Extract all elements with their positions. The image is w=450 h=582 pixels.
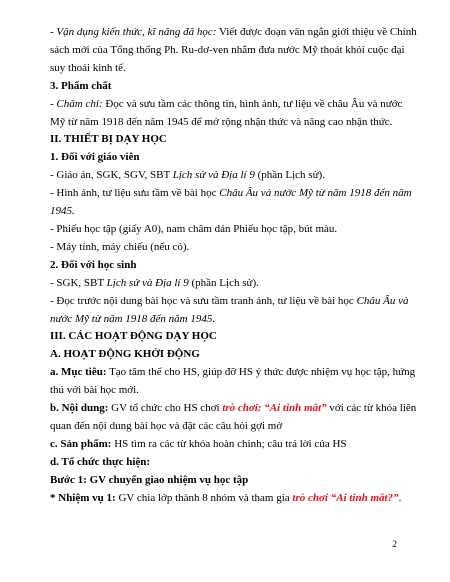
text-run: Mỹ từ năm 1918 đến năm 1945 để mở rộng nhận thức và nâng cao nhận thức. [50,115,393,128]
label-text: b. Nội dung: [50,402,109,415]
italic-text: 1945. [50,205,75,218]
text-line [50,454,410,472]
highlight-text: trò chơi: “Ai tinh mắt” [222,402,327,415]
text-line [50,167,410,185]
text-run: - Đọc trước nội dung bài học và sưu tầm tranh ảnh, tư liệu về bài học [50,294,357,307]
text-line [50,490,410,508]
text-run: quan đến nội dung bài học và đặt các câu hỏi gợi mở [50,419,283,432]
italic-text: Lịch sử và Địa lí 9 [172,169,255,182]
text-line [50,364,416,382]
text-line [50,275,410,293]
text-line [50,472,410,490]
heading-text: d. Tổ chức thực hiện: [50,455,151,468]
heading-text: 2. Đối với học sinh [50,258,137,271]
text-run: - Máy tính, máy chiếu (nếu có). [50,240,190,253]
text-line [50,346,410,364]
text-run: (phần Lịch sử). [188,276,259,289]
page-number: 2 [392,540,397,550]
label-text: c. Sản phẩm: [50,437,112,450]
text-line [50,96,410,114]
text-line [50,257,410,275]
text-run: - Hình ảnh, tư liệu sưu tầm về bài học [50,187,220,200]
text-line [50,60,410,78]
text-run: - SGK, SBT [50,276,107,289]
italic-text: Châu Âu và [356,294,409,307]
text-run: Đọc và sưu tầm các thông tin, hình ảnh, tư liệu về châu Âu và nước [102,97,403,110]
text-run: Viết được đoạn văn ngắn giới thiệu về Chính [216,26,417,38]
italic-text: Lịch sử và Địa lí 9 [106,276,189,289]
text-run: - Giáo án, SGK, SGV, SBT [50,169,173,182]
heading-text: 1. Đối với giáo viên [50,151,140,164]
highlight-text: trò chơi “Ai tinh mắt?” [292,491,399,504]
text-line [50,293,410,311]
text-run: GV tổ chức cho HS chơi [108,402,223,415]
text-run: HS tìm ra các từ khóa hoàn chỉnh; câu trả lời của HS [111,437,347,450]
text-run: thú với bài học mới. [50,384,139,397]
text-line [50,311,410,329]
text-line [50,328,410,346]
text-line [50,400,417,418]
text-line [50,149,410,167]
text-run: Tạo tâm thế cho HS, giúp đỡ HS ý thức được nhiệm vụ học tập, hứng [106,366,416,379]
heading-text: A. HOẠT ĐỘNG KHỞI ĐỘNG [50,348,200,361]
text-line [50,382,410,400]
label-text: a. Mục tiêu: [50,366,107,379]
heading-text: II. THIẾT BỊ DẠY HỌC [50,133,167,146]
text-run: (phần Lịch sử). [254,169,325,182]
text-line [50,185,410,203]
italic-text: Châu Âu và nước Mỹ từ năm 1918 đến năm [219,187,412,200]
text-line [50,239,410,257]
text-line [50,42,410,60]
text-line [50,203,410,221]
heading-text: III. CÁC HOẠT ĐỘNG DẠY HỌC [50,330,217,343]
italic-text: Chăm chỉ: [56,97,103,110]
text-run: . [398,491,402,504]
text-run: - [50,26,57,38]
italic-text: Vận dụng kiến thức, kĩ năng đã học: [56,26,217,38]
text-run: sách mới của Tổng thống Ph. Ru-dơ-ven nhằm đưa nước Mỹ thoát khỏi cuộc đại [50,43,405,56]
text-run: - Phiếu học tập (giấy A0), nam châm dán Phiếu học tập, bút màu. [50,222,338,235]
text-line [50,131,410,149]
text-line [50,221,410,239]
text-line [50,78,410,96]
text-run: GV chia lớp thành 8 nhóm và tham gia [115,491,293,504]
text-line [50,418,410,436]
text-run: với các từ khóa liên [326,402,417,415]
text-line [50,436,410,454]
document-page [50,24,417,507]
label-text: * Nhiệm vụ 1: [50,491,116,504]
text-run: suy thoái kinh tế. [50,61,126,74]
text-line [50,114,410,132]
text-line [50,24,417,42]
heading-text: 3. Phẩm chất [50,79,112,92]
heading-text: Bước 1: GV chuyển giao nhiệm vụ học tập [50,473,249,486]
text-run: - [50,97,57,110]
italic-text: nước Mỹ từ năm 1918 đến năm 1945. [50,312,216,325]
